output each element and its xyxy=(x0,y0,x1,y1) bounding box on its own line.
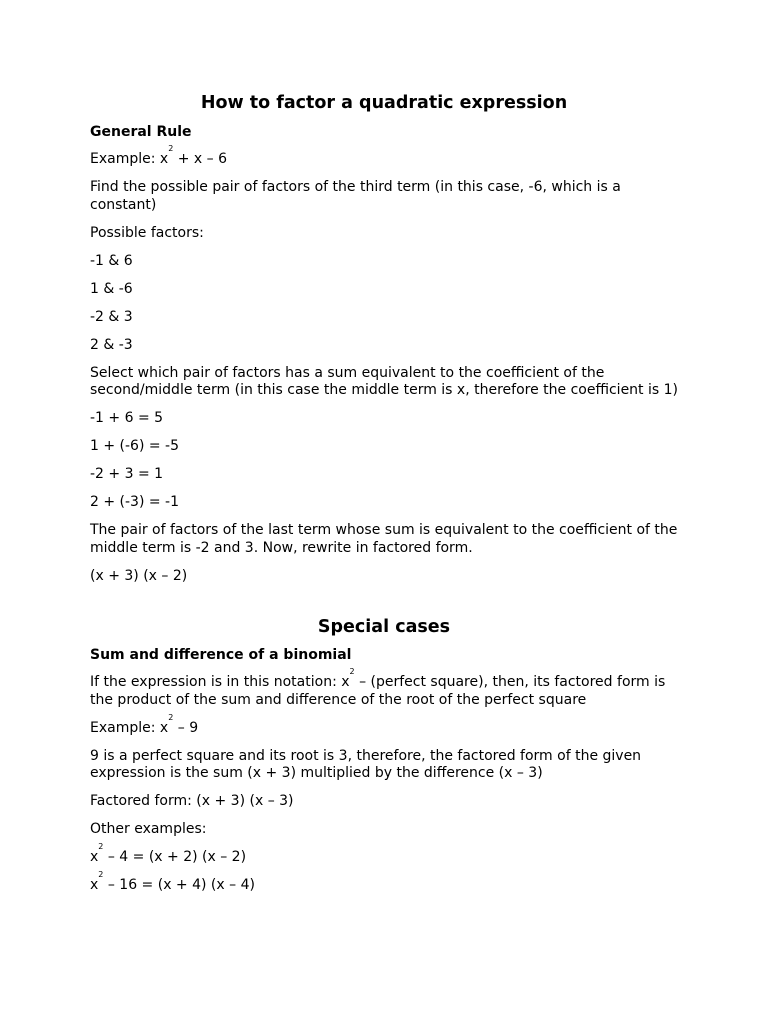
step-find-factors: Find the possible pair of factors of the third term (in this case, -6, which is a constant) xyxy=(90,179,621,213)
general-example-exponent: 2 xyxy=(168,144,174,153)
document-content xyxy=(90,92,680,905)
factor-sum: 2 + (-3) = -1 xyxy=(90,494,180,510)
binomial-example-exponent: 2 xyxy=(168,712,174,722)
factor-pair: -2 & 3 xyxy=(90,308,133,325)
special-cases-title: Special cases xyxy=(317,617,451,637)
page-title: How to factor a quadratic expression xyxy=(200,93,568,113)
other-example-suffix: – 16 = (x + 4) (x – 4) xyxy=(103,877,255,893)
binomial-factored-form: Factored form: (x + 3) (x – 3) xyxy=(90,793,294,809)
other-example xyxy=(90,842,680,867)
other-example-exponent: 2 xyxy=(98,870,104,879)
binomial-example-prefix: Example: x xyxy=(90,719,169,736)
binomial-intro xyxy=(90,667,680,709)
binomial-heading: Sum and difference of a binomial xyxy=(90,647,352,663)
binomial-example-suffix: – 9 xyxy=(173,719,199,736)
binomial-explanation: 9 is a perfect square and its root is 3, therefore, the factored form of the given expression is the sum (x + 3) multiplied by the difference (x – 3) xyxy=(90,747,642,781)
factor-pair: 1 & -6 xyxy=(90,280,133,297)
factor-sum: -2 + 3 = 1 xyxy=(90,466,164,482)
factor-pair: 2 & -3 xyxy=(90,336,133,353)
factor-sum: 1 + (-6) = -5 xyxy=(90,438,180,454)
factor-pair: -1 & 6 xyxy=(90,252,133,269)
general-example-prefix: Example: x xyxy=(90,151,169,167)
other-example-exponent: 2 xyxy=(98,842,104,851)
possible-factors-label: Possible factors: xyxy=(90,224,204,241)
binomial-intro-suffix: – (perfect square), then, its factored form is the product of the sum and difference of the root of the perfect square xyxy=(90,674,666,708)
step-select-pair: Select which pair of factors has a sum equivalent to the coefficient of the second/middle term (in this case the middle term is x, therefore the coefficient is 1) xyxy=(90,364,678,398)
other-example-prefix: x xyxy=(90,849,99,865)
binomial-example xyxy=(90,712,680,738)
step-rewrite: The pair of factors of the last term whose sum is equivalent to the coefficient of the middle term is -2 and 3. Now, rewrite in factored form. xyxy=(90,522,678,556)
binomial-intro-exponent: 2 xyxy=(349,667,355,676)
factor-sum: -1 + 6 = 5 xyxy=(90,410,164,426)
general-rule-heading: General Rule xyxy=(90,124,192,140)
general-example-suffix: + x – 6 xyxy=(173,151,228,167)
general-example xyxy=(90,144,680,169)
other-example xyxy=(90,870,680,895)
other-example-suffix: – 4 = (x + 2) (x – 2) xyxy=(103,849,247,865)
other-examples-label: Other examples: xyxy=(90,821,207,837)
other-example-prefix: x xyxy=(90,877,99,893)
general-result: (x + 3) (x – 2) xyxy=(90,567,188,584)
binomial-intro-prefix: If the expression is in this notation: x xyxy=(90,674,350,690)
